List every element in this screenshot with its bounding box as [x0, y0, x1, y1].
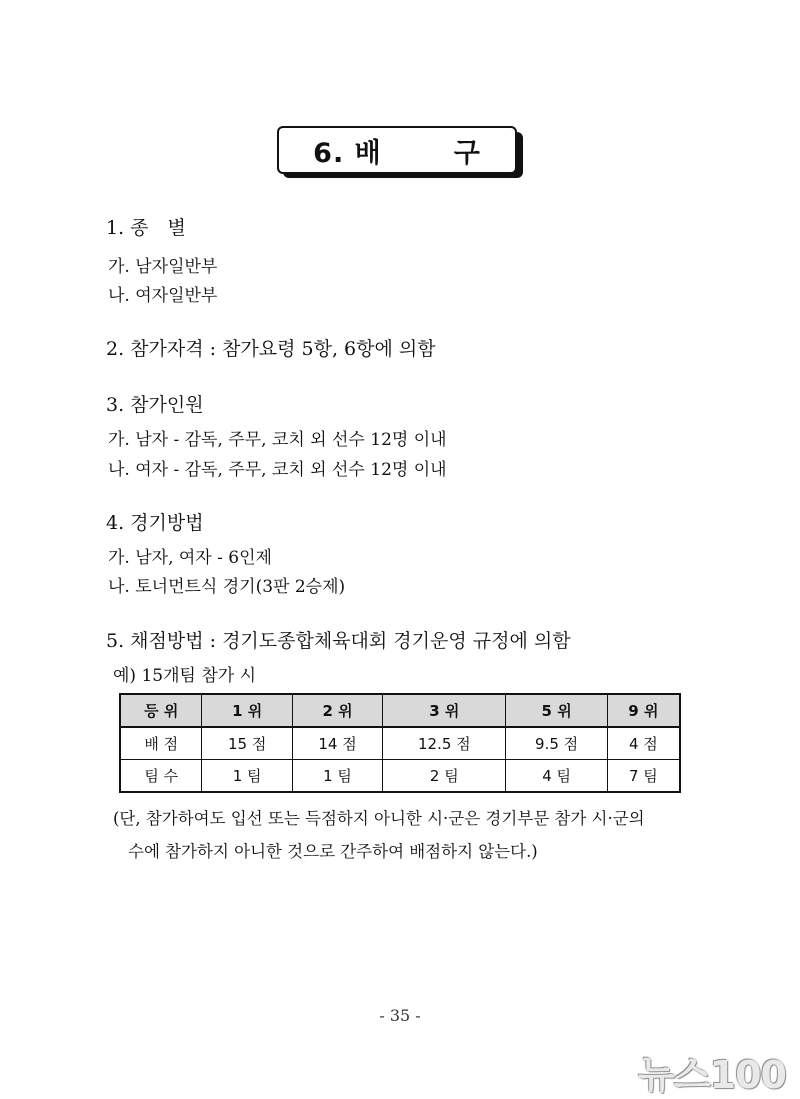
table-cell: 9 위	[607, 694, 680, 727]
table-cell: 9.5 점	[506, 727, 607, 760]
table-cell: 배 점	[120, 727, 202, 760]
table-cell: 5 위	[506, 694, 607, 727]
table-cell: 12.5 점	[383, 727, 506, 760]
table-cell: 4 팀	[506, 760, 607, 793]
heading-5: 5. 채점방법 : 경기도종합체육대회 경기운영 규정에 의함	[106, 630, 571, 652]
heading-1: 1. 종 별	[106, 217, 186, 239]
note-line-1: (단, 참가하여도 입선 또는 득점하지 아니한 시·군은 경기부문 참가 시·군의	[113, 809, 645, 828]
table-row	[120, 760, 680, 793]
table-cell: 4 점	[607, 727, 680, 760]
table-cell: 7 팀	[607, 760, 680, 793]
title-number: 6.	[313, 137, 345, 169]
watermark-logo: 뉴스100	[638, 1053, 786, 1097]
table-cell: 팀 수	[120, 760, 202, 793]
table-cell: 14 점	[292, 727, 382, 760]
example-line: 예) 15개팀 참가 시	[113, 666, 257, 686]
item-4a: 가. 남자, 여자 - 6인제	[108, 548, 272, 568]
title-word-b: 구	[453, 137, 481, 169]
item-4b: 나. 토너먼트식 경기(3판 2승제)	[108, 577, 346, 597]
page-number: - 35 -	[379, 1006, 421, 1025]
table-row	[120, 727, 680, 760]
table-row	[120, 694, 680, 727]
score-table	[119, 693, 681, 793]
note-line-2: 수에 참가하지 아니한 것으로 간주하여 배점하지 않는다.)	[128, 842, 538, 861]
table-cell: 1 팀	[202, 760, 292, 793]
table-cell: 2 팀	[383, 760, 506, 793]
title-text	[313, 131, 481, 170]
table-cell: 3 위	[383, 694, 506, 727]
heading-3: 3. 참가인원	[106, 394, 204, 416]
table-cell: 2 위	[292, 694, 382, 727]
item-1a: 가. 남자일반부	[108, 257, 218, 277]
table-cell: 15 점	[202, 727, 292, 760]
heading-4: 4. 경기방법	[106, 512, 204, 534]
section-title	[277, 126, 522, 176]
table-cell: 등 위	[120, 694, 202, 727]
table-cell: 1 팀	[292, 760, 382, 793]
item-3b: 나. 여자 - 감독, 주무, 코치 외 선수 12명 이내	[108, 460, 447, 480]
title-word-a: 배	[354, 137, 382, 169]
title-box	[277, 126, 517, 174]
heading-2: 2. 참가자격 : 참가요령 5항, 6항에 의함	[106, 338, 436, 360]
table-cell: 1 위	[202, 694, 292, 727]
item-1b: 나. 여자일반부	[108, 286, 218, 306]
item-3a: 가. 남자 - 감독, 주무, 코치 외 선수 12명 이내	[108, 430, 447, 450]
